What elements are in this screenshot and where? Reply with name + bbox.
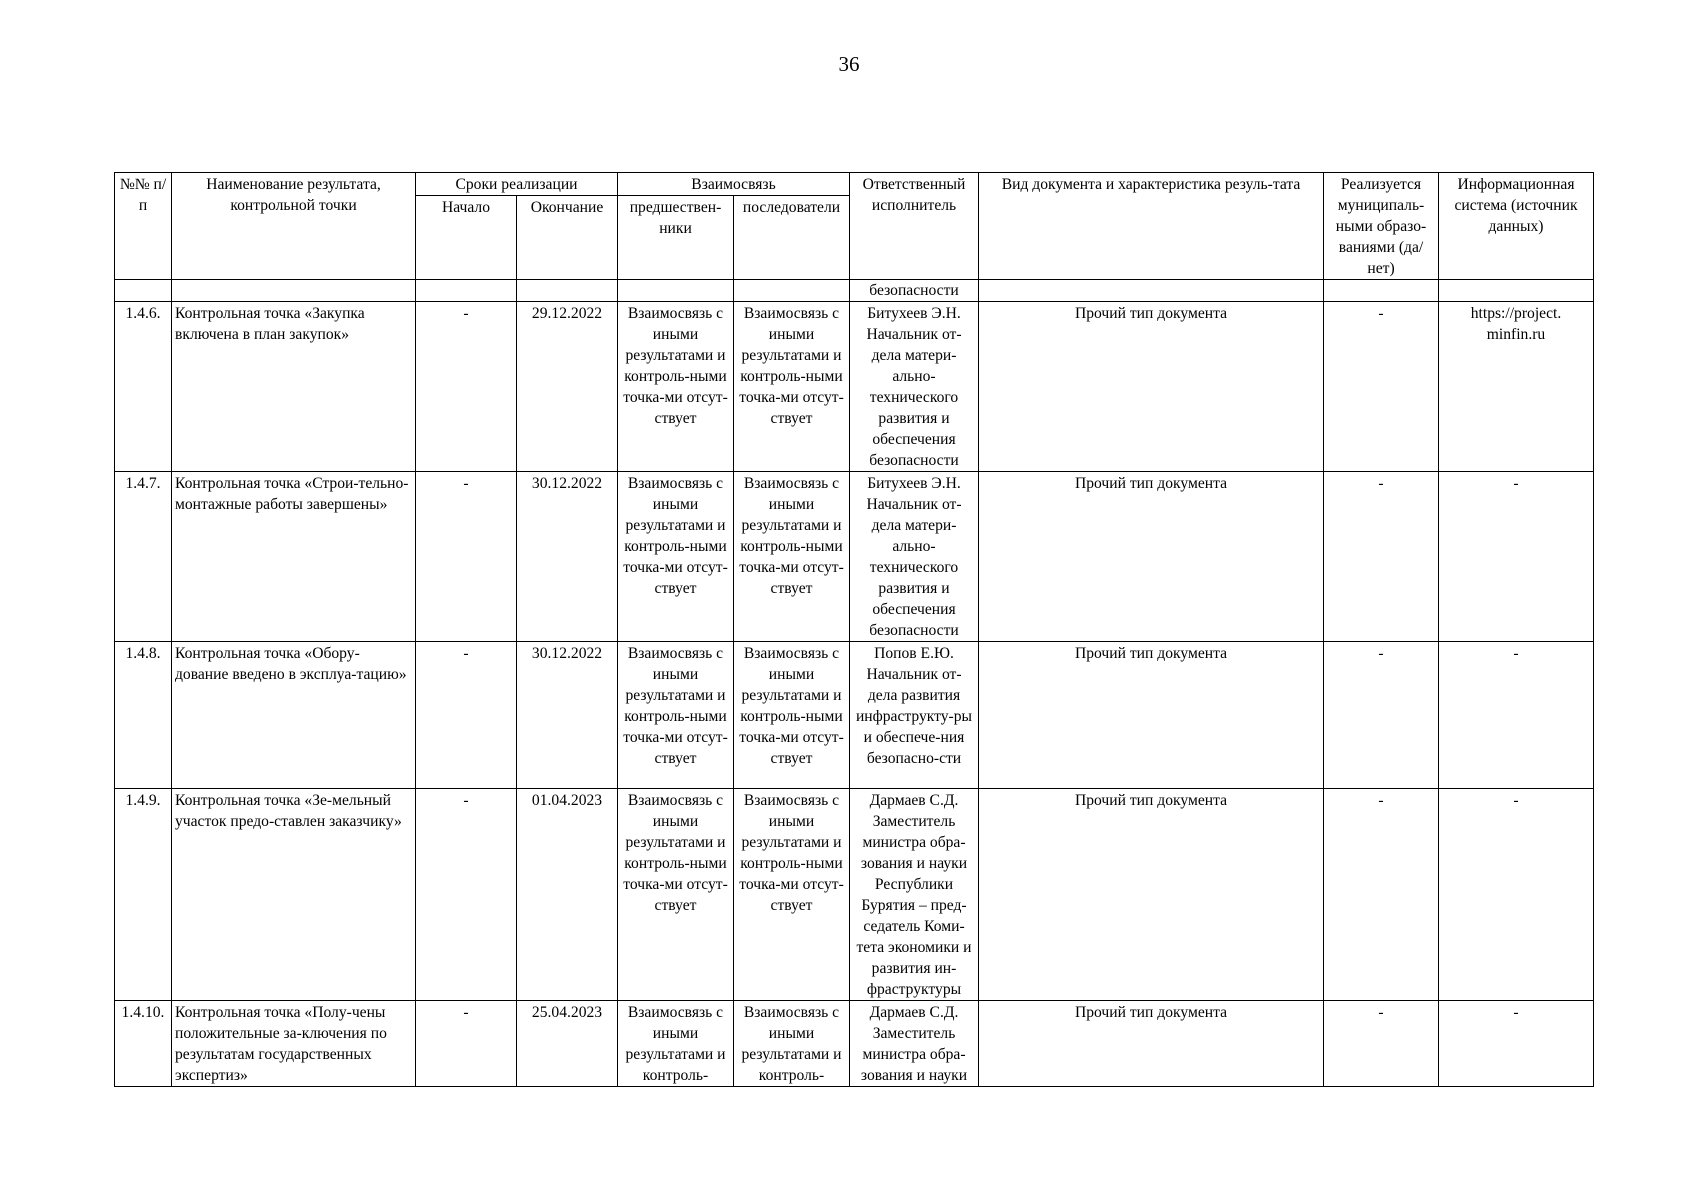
cell-successors bbox=[734, 280, 850, 302]
cell-name bbox=[172, 280, 416, 302]
cell-responsible: Дармаев С.Д. Заместитель министра обра-зования и науки bbox=[850, 1001, 979, 1087]
header-end: Окончание bbox=[517, 196, 618, 280]
cell-end: 25.04.2023 bbox=[517, 1001, 618, 1087]
header-relation: Взаимосвязь bbox=[618, 173, 850, 196]
cell-name: Контрольная точка «Строи-тельно-монтажные работы завершены» bbox=[172, 472, 416, 642]
table-row bbox=[115, 302, 1594, 472]
cell-name: Контрольная точка «Полу-чены положительные за-ключения по результатам государственных экспертиз» bbox=[172, 1001, 416, 1087]
header-successors: последователи bbox=[734, 196, 850, 280]
cell-predecessors: Взаимосвязь с иными результатами и контроль-ными точка-ми отсут-ствует bbox=[618, 642, 734, 789]
cell-municipal: - bbox=[1324, 642, 1439, 789]
cell-name: Контрольная точка «Обору-дование введено в эксплуа-тацию» bbox=[172, 642, 416, 789]
table-row bbox=[115, 789, 1594, 1001]
cell-responsible: Попов Е.Ю. Начальник от-дела развития инфраструкту-ры и обеспече-ния безопасно-сти bbox=[850, 642, 979, 789]
cell-successors: Взаимосвязь с иными результатами и контроль- bbox=[734, 1001, 850, 1087]
cell-end: 29.12.2022 bbox=[517, 302, 618, 472]
cell-start: - bbox=[416, 789, 517, 1001]
cell-end: 30.12.2022 bbox=[517, 472, 618, 642]
header-municipal: Реализуется муниципаль-ными образо-ваниями (да/нет) bbox=[1324, 173, 1439, 280]
header-terms: Сроки реализации bbox=[416, 173, 618, 196]
cell-num: 1.4.6. bbox=[115, 302, 172, 472]
header-doc-type: Вид документа и характеристика резуль-тата bbox=[979, 173, 1324, 280]
cell-name: Контрольная точка «Зе-мельный участок предо-ставлен заказчику» bbox=[172, 789, 416, 1001]
cell-municipal: - bbox=[1324, 302, 1439, 472]
cell-doc-type: Прочий тип документа bbox=[979, 1001, 1324, 1087]
page-number: 36 bbox=[838, 52, 860, 76]
cell-num bbox=[115, 280, 172, 302]
cell-start: - bbox=[416, 302, 517, 472]
cell-predecessors: Взаимосвязь с иными результатами и контроль-ными точка-ми отсут-ствует bbox=[618, 302, 734, 472]
cell-doc-type: Прочий тип документа bbox=[979, 472, 1324, 642]
header-name: Наименование результата, контрольной точки bbox=[172, 173, 416, 280]
cell-info-system bbox=[1439, 280, 1594, 302]
cell-name: Контрольная точка «Закупка включена в план закупок» bbox=[172, 302, 416, 472]
cell-municipal: - bbox=[1324, 1001, 1439, 1087]
cell-num: 1.4.10. bbox=[115, 1001, 172, 1087]
header-num: №№ п/п bbox=[115, 173, 172, 280]
cell-responsible: Битухеев Э.Н. Начальник от-дела матери-ально-технического развития и обеспечения безопасности bbox=[850, 302, 979, 472]
cell-doc-type bbox=[979, 280, 1324, 302]
cell-responsible: безопасности bbox=[850, 280, 979, 302]
cell-start: - bbox=[416, 642, 517, 789]
cell-num: 1.4.8. bbox=[115, 642, 172, 789]
cell-successors: Взаимосвязь с иными результатами и контроль-ными точка-ми отсут-ствует bbox=[734, 789, 850, 1001]
cell-end bbox=[517, 280, 618, 302]
cell-end: 30.12.2022 bbox=[517, 642, 618, 789]
cell-municipal: - bbox=[1324, 789, 1439, 1001]
cell-end: 01.04.2023 bbox=[517, 789, 618, 1001]
header-responsible: Ответственный исполнитель bbox=[850, 173, 979, 280]
header-start: Начало bbox=[416, 196, 517, 280]
cell-num: 1.4.9. bbox=[115, 789, 172, 1001]
cell-num: 1.4.7. bbox=[115, 472, 172, 642]
cell-responsible: Битухеев Э.Н. Начальник от-дела матери-ально-технического развития и обеспечения безопасности bbox=[850, 472, 979, 642]
table-row bbox=[115, 1001, 1594, 1087]
cell-predecessors: Взаимосвязь с иными результатами и контроль-ными точка-ми отсут-ствует bbox=[618, 472, 734, 642]
header-info-system: Информационная система (источник данных) bbox=[1439, 173, 1594, 280]
cell-predecessors bbox=[618, 280, 734, 302]
cell-municipal: - bbox=[1324, 472, 1439, 642]
table-row bbox=[115, 472, 1594, 642]
cell-doc-type: Прочий тип документа bbox=[979, 302, 1324, 472]
cell-predecessors: Взаимосвязь с иными результатами и контроль-ными точка-ми отсут-ствует bbox=[618, 789, 734, 1001]
cell-info-system: - bbox=[1439, 472, 1594, 642]
cell-doc-type: Прочий тип документа bbox=[979, 642, 1324, 789]
cell-doc-type: Прочий тип документа bbox=[979, 789, 1324, 1001]
cell-predecessors: Взаимосвязь с иными результатами и контроль- bbox=[618, 1001, 734, 1087]
continuation-row bbox=[115, 280, 1594, 302]
cell-start: - bbox=[416, 472, 517, 642]
cell-info-system: - bbox=[1439, 789, 1594, 1001]
cell-responsible: Дармаев С.Д. Заместитель министра обра-зования и науки Республики Бурятия – пред-седатель Коми-тета экономики и развития ин-фраструктуры bbox=[850, 789, 979, 1001]
cell-info-system: https://project. minfin.ru bbox=[1439, 302, 1594, 472]
cell-successors: Взаимосвязь с иными результатами и контроль-ными точка-ми отсут-ствует bbox=[734, 472, 850, 642]
cell-start bbox=[416, 280, 517, 302]
cell-start: - bbox=[416, 1001, 517, 1087]
cell-municipal bbox=[1324, 280, 1439, 302]
cell-successors: Взаимосвязь с иными результатами и контроль-ными точка-ми отсут-ствует bbox=[734, 642, 850, 789]
table-row bbox=[115, 642, 1594, 789]
cell-info-system: - bbox=[1439, 1001, 1594, 1087]
cell-successors: Взаимосвязь с иными результатами и контроль-ными точка-ми отсут-ствует bbox=[734, 302, 850, 472]
control-points-table bbox=[114, 172, 1594, 1087]
header-predecessors: предшествен-ники bbox=[618, 196, 734, 280]
cell-info-system: - bbox=[1439, 642, 1594, 789]
